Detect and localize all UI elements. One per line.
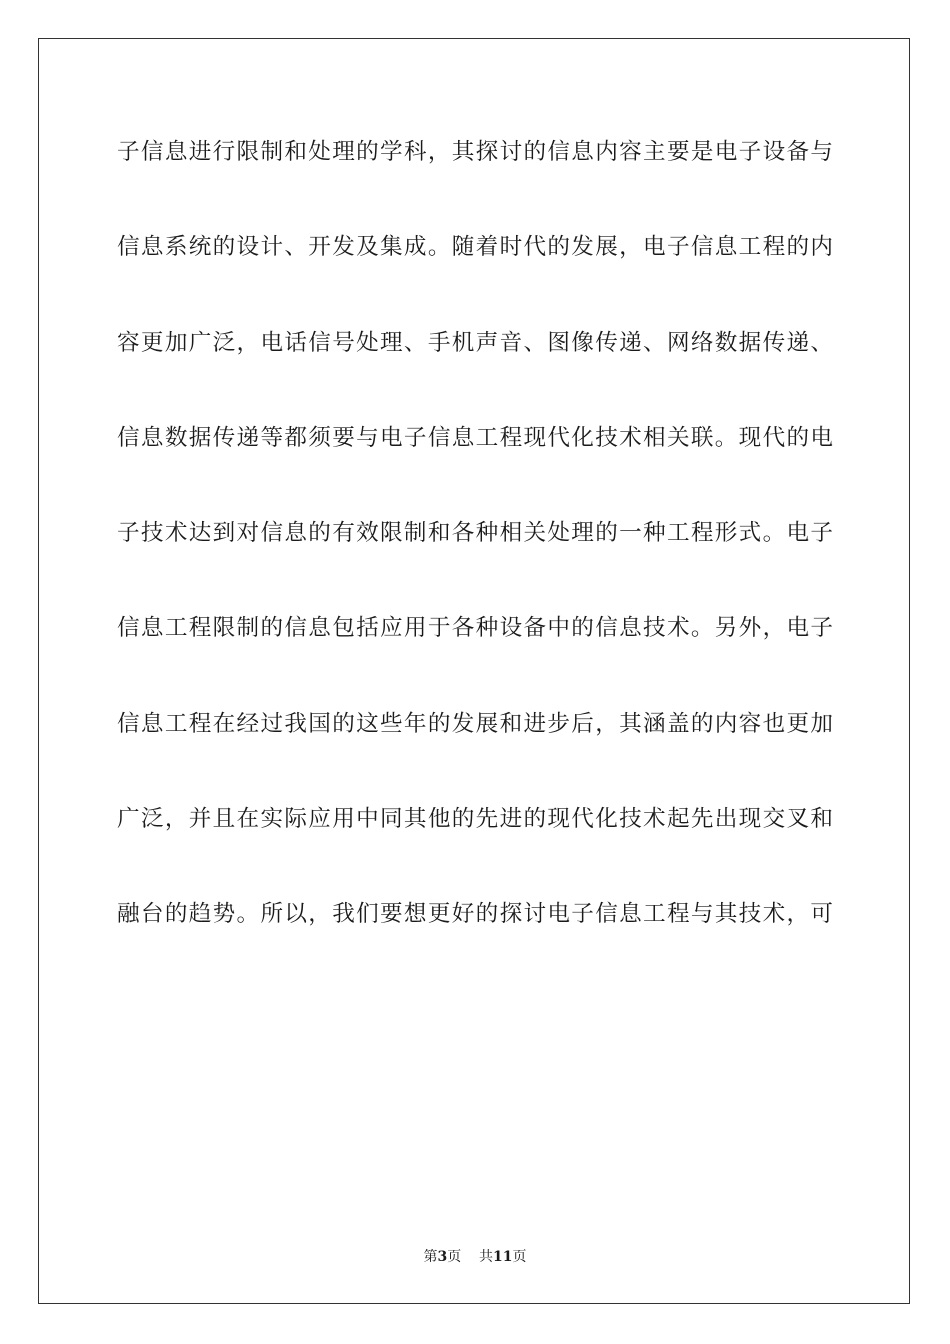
body-line: 信息工程在经过我国的这些年的发展和进步后，其涵盖的内容也更加 [117, 710, 833, 737]
body-line: 容更加广泛，电话信号处理、手机声音、图像传递、网络数据传递、 [117, 329, 833, 356]
page-prefix: 第 [423, 1249, 438, 1265]
body-text [117, 128, 833, 986]
body-line: 广泛，并且在实际应用中同其他的先进的现代化技术起先出现交叉和 [117, 806, 833, 833]
body-line: 子技术达到对信息的有效限制和各种相关处理的一种工程形式。电子 [117, 520, 833, 547]
body-line: 信息系统的设计、开发及集成。随着时代的发展，电子信息工程的内 [117, 234, 833, 261]
total-suffix: 页 [512, 1249, 527, 1265]
page-number: 3 [437, 1249, 448, 1265]
total-pages: 11 [493, 1249, 513, 1265]
body-line: 子信息进行限制和处理的学科，其探讨的信息内容主要是电子设备与 [117, 139, 833, 165]
body-line: 信息数据传递等都须要与电子信息工程现代化技术相关联。现代的电 [117, 424, 833, 451]
page-footer [0, 1246, 950, 1266]
total-prefix: 共 [479, 1249, 494, 1265]
body-line: 融台的趋势。所以，我们要想更好的探讨电子信息工程与其技术，可 [117, 901, 833, 928]
page-suffix: 页 [447, 1249, 462, 1265]
body-line: 信息工程限制的信息包括应用于各种设备中的信息技术。另外，电子 [117, 615, 833, 642]
